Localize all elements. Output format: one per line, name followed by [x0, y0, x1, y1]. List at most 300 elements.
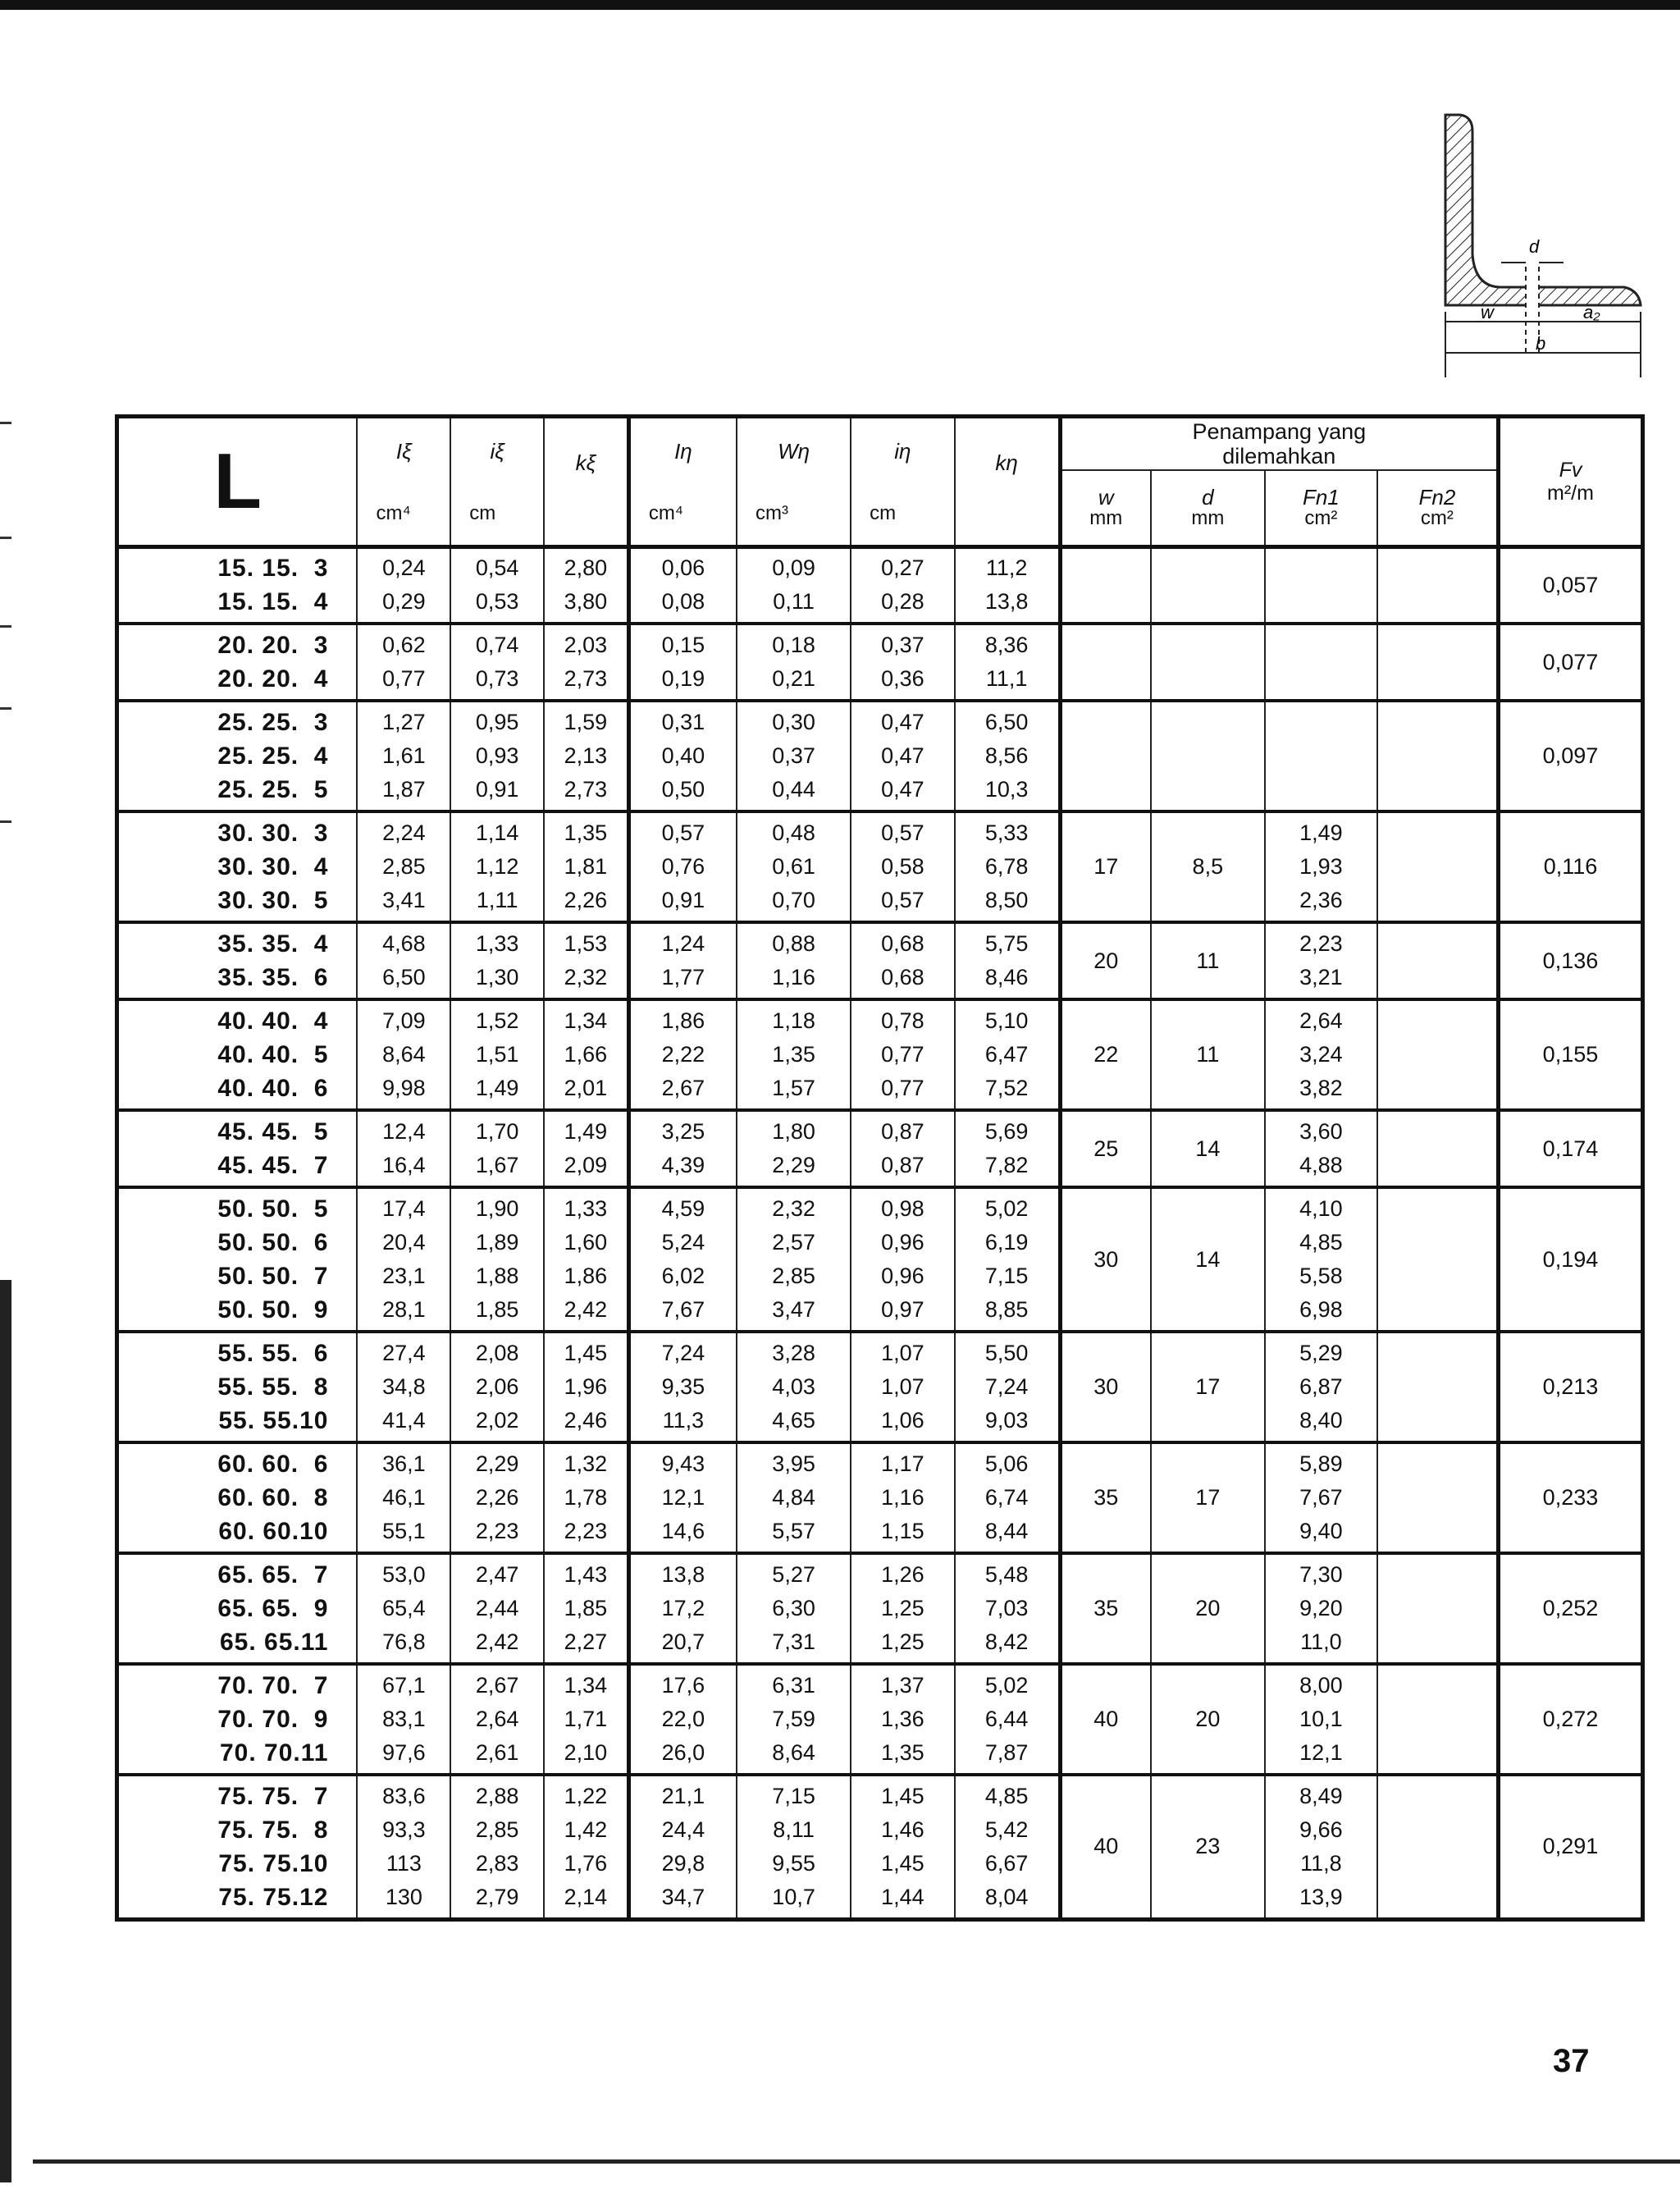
cell-i-xi-value: 1,70 — [475, 1119, 519, 1144]
cell-i-eta-value: 0,96 — [881, 1230, 924, 1255]
cell-i-xi-value: 2,44 — [475, 1596, 519, 1620]
profile-designation-value: 70. 70.11 — [219, 1739, 329, 1766]
cell-i-xi-value: 113 — [386, 1850, 422, 1876]
cell-i-xi — [357, 1553, 450, 1664]
cell-w: 35 — [1060, 1553, 1151, 1664]
angle-profile-table — [115, 414, 1645, 1922]
margin-tick — [0, 707, 11, 710]
cell-k-xi-value: 2,23 — [564, 1519, 608, 1543]
cell-k-xi-value: 1,85 — [564, 1596, 608, 1620]
cell-i-eta-value: 22,0 — [661, 1707, 705, 1731]
cell-k-eta-value: 8,85 — [984, 1297, 1029, 1322]
cell-w-eta-value: 6,30 — [772, 1596, 815, 1620]
cell-fn1-value: 8,40 — [1299, 1408, 1343, 1433]
cell-i-xi — [450, 1442, 544, 1553]
profile-designation-value: 25. 25. 4 — [217, 743, 329, 770]
cell-k-eta-value: 9,03 — [984, 1408, 1029, 1433]
profile-designation-value: 65. 65.11 — [219, 1629, 329, 1656]
cell-i-xi — [357, 701, 450, 811]
cell-fn1 — [1265, 1553, 1377, 1664]
cell-k-xi — [544, 1775, 628, 1919]
cell-i-eta-value: 4,59 — [661, 1196, 705, 1221]
cell-i-eta — [851, 1332, 954, 1442]
cell-fn1-value: 7,30 — [1299, 1562, 1343, 1587]
cell-k-eta-value: 5,33 — [984, 820, 1029, 845]
cell-i-eta-value: 1,46 — [881, 1817, 924, 1842]
cell-k-xi — [544, 546, 628, 624]
cell-i-xi-value: 1,87 — [382, 777, 426, 802]
cell-i-eta-value: 0,19 — [661, 666, 705, 691]
cell-k-xi — [544, 999, 628, 1110]
cell-i-xi-value: 4,68 — [382, 931, 426, 956]
cell-i-xi — [450, 701, 544, 811]
cell-fv: 0,291 — [1498, 1775, 1642, 1919]
cell-fn2 — [1377, 922, 1499, 999]
cell-i-eta-value: 11,3 — [662, 1408, 705, 1433]
cell-i-xi — [450, 811, 544, 922]
table-row — [117, 1110, 1643, 1187]
cell-fn1-value: 8,49 — [1299, 1783, 1343, 1808]
cell-d: 20 — [1151, 1664, 1265, 1775]
cell-i-eta-value: 0,47 — [881, 743, 924, 768]
cell-k-eta-value: 8,44 — [984, 1519, 1029, 1543]
cell-k-xi-value: 2,27 — [564, 1629, 608, 1654]
cell-k-xi — [544, 624, 628, 701]
cell-fn1-value: 6,98 — [1299, 1297, 1343, 1322]
cell-i-xi-value: 130 — [385, 1884, 422, 1909]
cell-k-xi-value: 1,34 — [564, 1673, 608, 1698]
profile-designation-value: 45. 45. 7 — [217, 1152, 329, 1179]
cell-w-eta-value: 2,57 — [772, 1230, 815, 1255]
cell-w-eta — [737, 1332, 851, 1442]
margin-tick — [0, 820, 11, 823]
cell-k-xi-value: 1,43 — [564, 1562, 608, 1587]
cell-w-eta — [737, 1110, 851, 1187]
cell-fv: 0,233 — [1498, 1442, 1642, 1553]
cell-k-xi — [544, 922, 628, 999]
cell-i-eta-value: 0,36 — [881, 666, 924, 691]
cell-w: 17 — [1060, 811, 1151, 922]
cell-i-eta — [628, 811, 737, 922]
cell-i-eta-value: 0,96 — [881, 1264, 924, 1288]
cell-i-eta-value: 1,37 — [881, 1673, 924, 1698]
cell-i-eta — [628, 1332, 737, 1442]
cell-w-eta-value: 1,18 — [772, 1008, 815, 1033]
cell-fn1 — [1265, 624, 1377, 701]
cell-w-eta-value: 0,37 — [772, 743, 815, 768]
cell-w-eta-value: 1,35 — [772, 1042, 815, 1067]
cell-w-eta-value: 0,70 — [772, 888, 815, 912]
cell-w-eta — [737, 1775, 851, 1919]
cell-i-xi-value: 1,27 — [382, 710, 426, 734]
cell-k-eta-value: 8,36 — [984, 633, 1029, 657]
cell-fv: 0,136 — [1498, 922, 1642, 999]
cell-w-eta-value: 0,44 — [772, 777, 815, 802]
cell-i-xi-value: 36,1 — [382, 1451, 426, 1476]
margin-tick — [0, 537, 11, 539]
cell-fn2 — [1377, 1187, 1499, 1332]
profile-designation-value: 50. 50. 6 — [217, 1229, 329, 1256]
cell-d: 11 — [1151, 999, 1265, 1110]
profile-designation-value: 60. 60. 6 — [217, 1451, 329, 1478]
cell-i-eta-value: 0,37 — [881, 633, 924, 657]
cell-i-eta-value: 17,2 — [661, 1596, 705, 1620]
cell-i-eta-value: 1,77 — [661, 965, 705, 989]
profile-designation-value: 75. 75.10 — [218, 1849, 329, 1877]
cell-fn2 — [1377, 1664, 1499, 1775]
cell-i-xi-value: 1,30 — [475, 965, 519, 989]
cell-k-eta-value: 8,42 — [984, 1629, 1029, 1654]
cell-fn1 — [1265, 1187, 1377, 1332]
cell-i-eta-value: 12,1 — [661, 1485, 705, 1510]
cell-k-xi-value: 1,33 — [564, 1196, 608, 1221]
cell-k-eta — [955, 922, 1061, 999]
cell-i-xi — [450, 999, 544, 1110]
cell-i-xi-value: 0,91 — [475, 777, 519, 802]
cell-k-xi-value: 1,35 — [564, 820, 608, 845]
cell-w-eta — [737, 999, 851, 1110]
cell-i-xi-value: 6,50 — [382, 965, 426, 989]
cell-k-eta-value: 8,56 — [984, 743, 1029, 768]
table-row — [117, 811, 1643, 922]
cell-k-eta — [955, 1775, 1061, 1919]
cell-k-eta-value: 7,82 — [984, 1153, 1029, 1177]
cell-fn1-value: 9,66 — [1299, 1817, 1343, 1842]
cell-i-xi-value: 1,33 — [475, 931, 519, 956]
cell-fn1-value: 7,67 — [1299, 1485, 1343, 1510]
cell-i-eta-value: 24,4 — [661, 1817, 705, 1842]
cell-k-eta-value: 6,47 — [984, 1042, 1029, 1067]
cell-fn1-value: 12,1 — [1299, 1740, 1343, 1765]
cell-i-eta-value: 1,25 — [881, 1596, 924, 1620]
cell-i-eta-value: 1,26 — [881, 1562, 924, 1587]
cell-w-eta-value: 7,59 — [772, 1707, 815, 1731]
cell-k-xi-value: 2,42 — [564, 1297, 608, 1322]
cell-i-eta-value: 0,77 — [881, 1076, 924, 1100]
cell-k-xi-value: 2,09 — [564, 1153, 608, 1177]
cell-k-xi-value: 3,80 — [564, 589, 608, 615]
cell-i-xi-value: 1,14 — [475, 820, 519, 845]
profile-designation — [117, 1775, 358, 1919]
cell-i-eta-value: 17,6 — [661, 1673, 705, 1698]
cell-k-eta-value: 13,8 — [984, 589, 1029, 615]
cell-i-eta-value: 0,50 — [661, 777, 705, 802]
cell-i-eta-value: 7,24 — [661, 1341, 705, 1365]
cell-i-xi-value: 27,4 — [382, 1341, 426, 1365]
cell-fn1-value: 2,36 — [1299, 888, 1343, 912]
cell-k-eta-value: 6,78 — [984, 854, 1029, 879]
scan-left-edge — [0, 1280, 11, 2182]
cell-k-eta — [955, 546, 1061, 624]
cell-i-eta — [628, 624, 737, 701]
cell-k-eta-value: 10,3 — [984, 777, 1029, 802]
cell-w: 22 — [1060, 999, 1151, 1110]
profile-designation — [117, 701, 358, 811]
cell-k-xi — [544, 1332, 628, 1442]
cell-i-eta-value: 14,6 — [661, 1519, 705, 1543]
cell-i-eta — [851, 922, 954, 999]
cell-i-xi-value: 0,74 — [475, 633, 519, 657]
table-row — [117, 1442, 1643, 1553]
cell-k-eta — [955, 1553, 1061, 1664]
cell-i-xi-value: 76,8 — [382, 1629, 426, 1654]
cell-i-xi — [357, 811, 450, 922]
cell-i-eta — [851, 811, 954, 922]
cell-w-eta-value: 0,09 — [772, 555, 815, 581]
profile-designation — [117, 1187, 358, 1332]
cell-k-eta — [955, 1332, 1061, 1442]
cell-i-eta — [628, 701, 737, 811]
cell-i-xi-value: 0,77 — [382, 666, 426, 691]
cell-fv: 0,155 — [1498, 999, 1642, 1110]
cell-k-eta-value: 7,87 — [984, 1740, 1029, 1765]
cell-i-eta-value: 0,06 — [661, 555, 705, 581]
cell-i-eta — [851, 701, 954, 811]
cell-k-eta-value: 6,19 — [984, 1230, 1029, 1255]
cell-fn2 — [1377, 1110, 1499, 1187]
cell-w — [1060, 624, 1151, 701]
cell-i-xi-value: 12,4 — [382, 1119, 426, 1144]
cell-i-eta-value: 9,35 — [661, 1374, 705, 1399]
cell-i-eta-value: 0,15 — [661, 633, 705, 657]
profile-designation-value: 35. 35. 6 — [217, 964, 329, 991]
cell-k-xi-value: 1,59 — [564, 710, 608, 734]
cell-k-xi-value: 1,34 — [564, 1008, 608, 1033]
cell-k-xi-value: 2,01 — [564, 1076, 608, 1100]
cell-fn1 — [1265, 811, 1377, 922]
cell-i-eta-value: 5,24 — [661, 1230, 705, 1255]
cell-i-eta — [851, 624, 954, 701]
profile-designation-value: 40. 40. 5 — [217, 1041, 329, 1068]
cell-i-xi-value: 1,67 — [475, 1153, 519, 1177]
cell-i-xi-value: 83,6 — [382, 1783, 426, 1808]
cell-i-xi-value: 2,88 — [475, 1783, 519, 1808]
cell-w: 20 — [1060, 922, 1151, 999]
cell-i-xi — [450, 1553, 544, 1664]
cell-k-eta-value: 7,52 — [984, 1076, 1029, 1100]
cell-w: 30 — [1060, 1332, 1151, 1442]
cell-k-xi-value: 2,73 — [564, 777, 608, 802]
cell-i-xi — [450, 1187, 544, 1332]
cell-w — [1060, 546, 1151, 624]
cell-k-xi — [544, 1442, 628, 1553]
cell-d — [1151, 624, 1265, 701]
cell-k-eta-value: 7,03 — [984, 1596, 1029, 1620]
cell-k-xi-value: 2,03 — [564, 633, 608, 657]
cell-k-eta-value: 7,24 — [984, 1374, 1029, 1399]
cell-i-xi — [357, 1187, 450, 1332]
weakened-section-header: Penampang yang dilemahkan — [1060, 417, 1498, 470]
cell-w-eta-value: 0,88 — [772, 931, 815, 956]
cell-i-xi — [357, 1332, 450, 1442]
cell-i-eta-value: 0,91 — [661, 888, 705, 912]
cell-i-eta-value: 1,07 — [881, 1374, 924, 1399]
cell-i-xi-value: 1,11 — [476, 888, 518, 912]
cell-k-eta-value: 5,10 — [984, 1008, 1029, 1033]
cell-i-xi-value: 9,98 — [382, 1076, 426, 1100]
profile-designation-value: 20. 20. 3 — [217, 632, 329, 659]
profile-symbol-header: L — [117, 417, 358, 547]
cell-i-eta-value: 1,07 — [881, 1341, 924, 1365]
cell-i-xi-value: 0,62 — [382, 633, 426, 657]
profile-designation — [117, 922, 358, 999]
cell-i-eta — [628, 546, 737, 624]
cell-fv: 0,116 — [1498, 811, 1642, 922]
cell-i-eta-value: 7,67 — [661, 1297, 705, 1322]
cell-w-eta-value: 2,85 — [772, 1264, 815, 1288]
cell-w-eta — [737, 1442, 851, 1553]
cell-w-eta-value: 0,48 — [772, 820, 815, 845]
profile-designation-value: 65. 65. 7 — [217, 1561, 329, 1588]
cell-i-xi — [450, 1775, 544, 1919]
cell-w-eta-value: 3,47 — [772, 1297, 815, 1322]
bolt-hole — [1526, 286, 1539, 307]
cell-k-eta — [955, 811, 1061, 922]
cell-i-eta-value: 0,87 — [881, 1119, 924, 1144]
cell-i-xi-value: 1,85 — [475, 1297, 519, 1322]
cell-w-eta-value: 0,30 — [772, 710, 815, 734]
cell-fn1 — [1265, 1775, 1377, 1919]
cell-w-eta-value: 0,61 — [772, 854, 815, 879]
cell-w: 40 — [1060, 1664, 1151, 1775]
cell-i-xi — [450, 1332, 544, 1442]
cell-i-eta-value: 4,39 — [661, 1153, 705, 1177]
dim-w-label: w — [1481, 302, 1494, 322]
cell-k-xi — [544, 811, 628, 922]
table-body — [117, 546, 1643, 1919]
cell-k-eta-value: 5,50 — [984, 1341, 1029, 1365]
cell-k-xi-value: 2,80 — [564, 555, 608, 581]
cell-i-xi-value: 2,61 — [475, 1740, 519, 1765]
cell-i-xi — [357, 1442, 450, 1553]
cell-fn1-value: 8,00 — [1299, 1673, 1343, 1698]
cell-fn2 — [1377, 1775, 1499, 1919]
cell-i-xi-value: 0,24 — [382, 555, 426, 581]
cell-fn1-value: 3,24 — [1299, 1042, 1343, 1067]
cell-i-xi-value: 2,42 — [475, 1629, 519, 1654]
cell-k-eta-value: 5,02 — [984, 1673, 1029, 1698]
cell-i-eta-value: 34,7 — [661, 1884, 705, 1909]
col-header-w-eta: Wη cm³ — [737, 417, 851, 547]
cell-i-xi-value: 28,1 — [382, 1297, 426, 1322]
profile-designation — [117, 1553, 358, 1664]
angle-section-diagram — [1436, 107, 1649, 386]
cell-fv: 0,057 — [1498, 546, 1642, 624]
cell-d: 14 — [1151, 1110, 1265, 1187]
profile-designation-value: 15. 15. 4 — [217, 588, 329, 616]
cell-k-eta-value: 7,15 — [984, 1264, 1029, 1288]
cell-k-xi-value: 2,32 — [564, 965, 608, 989]
cell-w-eta-value: 9,55 — [772, 1850, 815, 1876]
cell-i-eta — [851, 1442, 954, 1553]
cell-i-xi-value: 0,73 — [475, 666, 519, 691]
cell-i-xi — [357, 922, 450, 999]
cell-k-eta-value: 6,74 — [984, 1485, 1029, 1510]
cell-k-xi — [544, 1110, 628, 1187]
profile-designation-value: 30. 30. 5 — [217, 887, 329, 914]
cell-k-xi-value: 1,96 — [564, 1374, 608, 1399]
cell-k-eta — [955, 624, 1061, 701]
cell-k-xi-value: 2,13 — [564, 743, 608, 768]
cell-k-xi — [544, 701, 628, 811]
cell-i-xi-value: 2,29 — [475, 1451, 519, 1476]
cell-i-eta-value: 2,67 — [661, 1076, 705, 1100]
profile-designation-value: 75. 75.12 — [218, 1883, 329, 1911]
cell-k-xi-value: 1,42 — [564, 1817, 608, 1842]
cell-i-xi-value: 2,64 — [475, 1707, 519, 1731]
cell-w-eta-value: 3,28 — [772, 1341, 815, 1365]
cell-fn1-value: 1,49 — [1299, 820, 1343, 845]
cell-w-eta-value: 5,27 — [772, 1562, 815, 1587]
cell-i-eta-value: 0,68 — [881, 931, 924, 956]
cell-i-xi — [450, 1664, 544, 1775]
profile-designation-value: 25. 25. 5 — [217, 776, 329, 803]
cell-fn1 — [1265, 546, 1377, 624]
cell-k-xi-value: 1,76 — [564, 1850, 608, 1876]
table-row — [117, 624, 1643, 701]
cell-d: 14 — [1151, 1187, 1265, 1332]
cell-i-xi-value: 2,67 — [475, 1673, 519, 1698]
profile-designation-value: 50. 50. 7 — [217, 1263, 329, 1290]
col-header-d: d mm — [1151, 470, 1265, 547]
cell-w-eta — [737, 624, 851, 701]
cell-k-xi-value: 1,71 — [564, 1707, 608, 1731]
cell-k-xi-value: 1,45 — [564, 1341, 608, 1365]
cell-w-eta-value: 7,15 — [772, 1783, 815, 1808]
cell-i-xi — [357, 1664, 450, 1775]
cell-w-eta-value: 2,29 — [772, 1153, 815, 1177]
cell-i-eta-value: 0,97 — [881, 1297, 924, 1322]
cell-w-eta-value: 0,21 — [772, 666, 815, 691]
table-row — [117, 1187, 1643, 1332]
scan-bottom-rule — [33, 2159, 1680, 2164]
cell-i-eta-value: 0,47 — [881, 777, 924, 802]
cell-k-xi-value: 2,26 — [564, 888, 608, 912]
cell-i-xi-value: 65,4 — [382, 1596, 426, 1620]
cell-fn1-value: 9,40 — [1299, 1519, 1343, 1543]
cell-i-eta-value: 0,08 — [661, 589, 705, 615]
cell-k-xi-value: 2,46 — [564, 1408, 608, 1433]
cell-fv: 0,213 — [1498, 1332, 1642, 1442]
cell-i-eta-value: 13,8 — [661, 1562, 705, 1587]
cell-fv: 0,097 — [1498, 701, 1642, 811]
cell-fn1 — [1265, 922, 1377, 999]
cell-i-eta-value: 1,35 — [881, 1740, 924, 1765]
table-row — [117, 546, 1643, 624]
profile-designation-value: 70. 70. 9 — [217, 1706, 329, 1733]
cell-k-eta-value: 4,85 — [984, 1783, 1029, 1808]
cell-d: 17 — [1151, 1442, 1265, 1553]
profile-designation-value: 75. 75. 7 — [217, 1782, 329, 1810]
cell-i-xi-value: 46,1 — [382, 1485, 426, 1510]
cell-fn2 — [1377, 1553, 1499, 1664]
margin-tick — [0, 625, 11, 628]
table-row — [117, 1664, 1643, 1775]
cell-k-xi-value: 1,22 — [564, 1783, 608, 1808]
cell-k-xi-value: 1,60 — [564, 1230, 608, 1255]
cell-fn1 — [1265, 1442, 1377, 1553]
cell-fn1 — [1265, 701, 1377, 811]
cell-fn1-value: 1,93 — [1299, 854, 1343, 879]
cell-k-eta — [955, 1110, 1061, 1187]
cell-i-eta — [628, 999, 737, 1110]
table-row — [117, 1553, 1643, 1664]
cell-k-eta-value: 6,67 — [984, 1850, 1029, 1876]
table-row — [117, 701, 1643, 811]
cell-i-eta-value: 0,47 — [881, 710, 924, 734]
col-header-ii-xi: iξ cm — [450, 417, 544, 547]
profile-designation — [117, 999, 358, 1110]
